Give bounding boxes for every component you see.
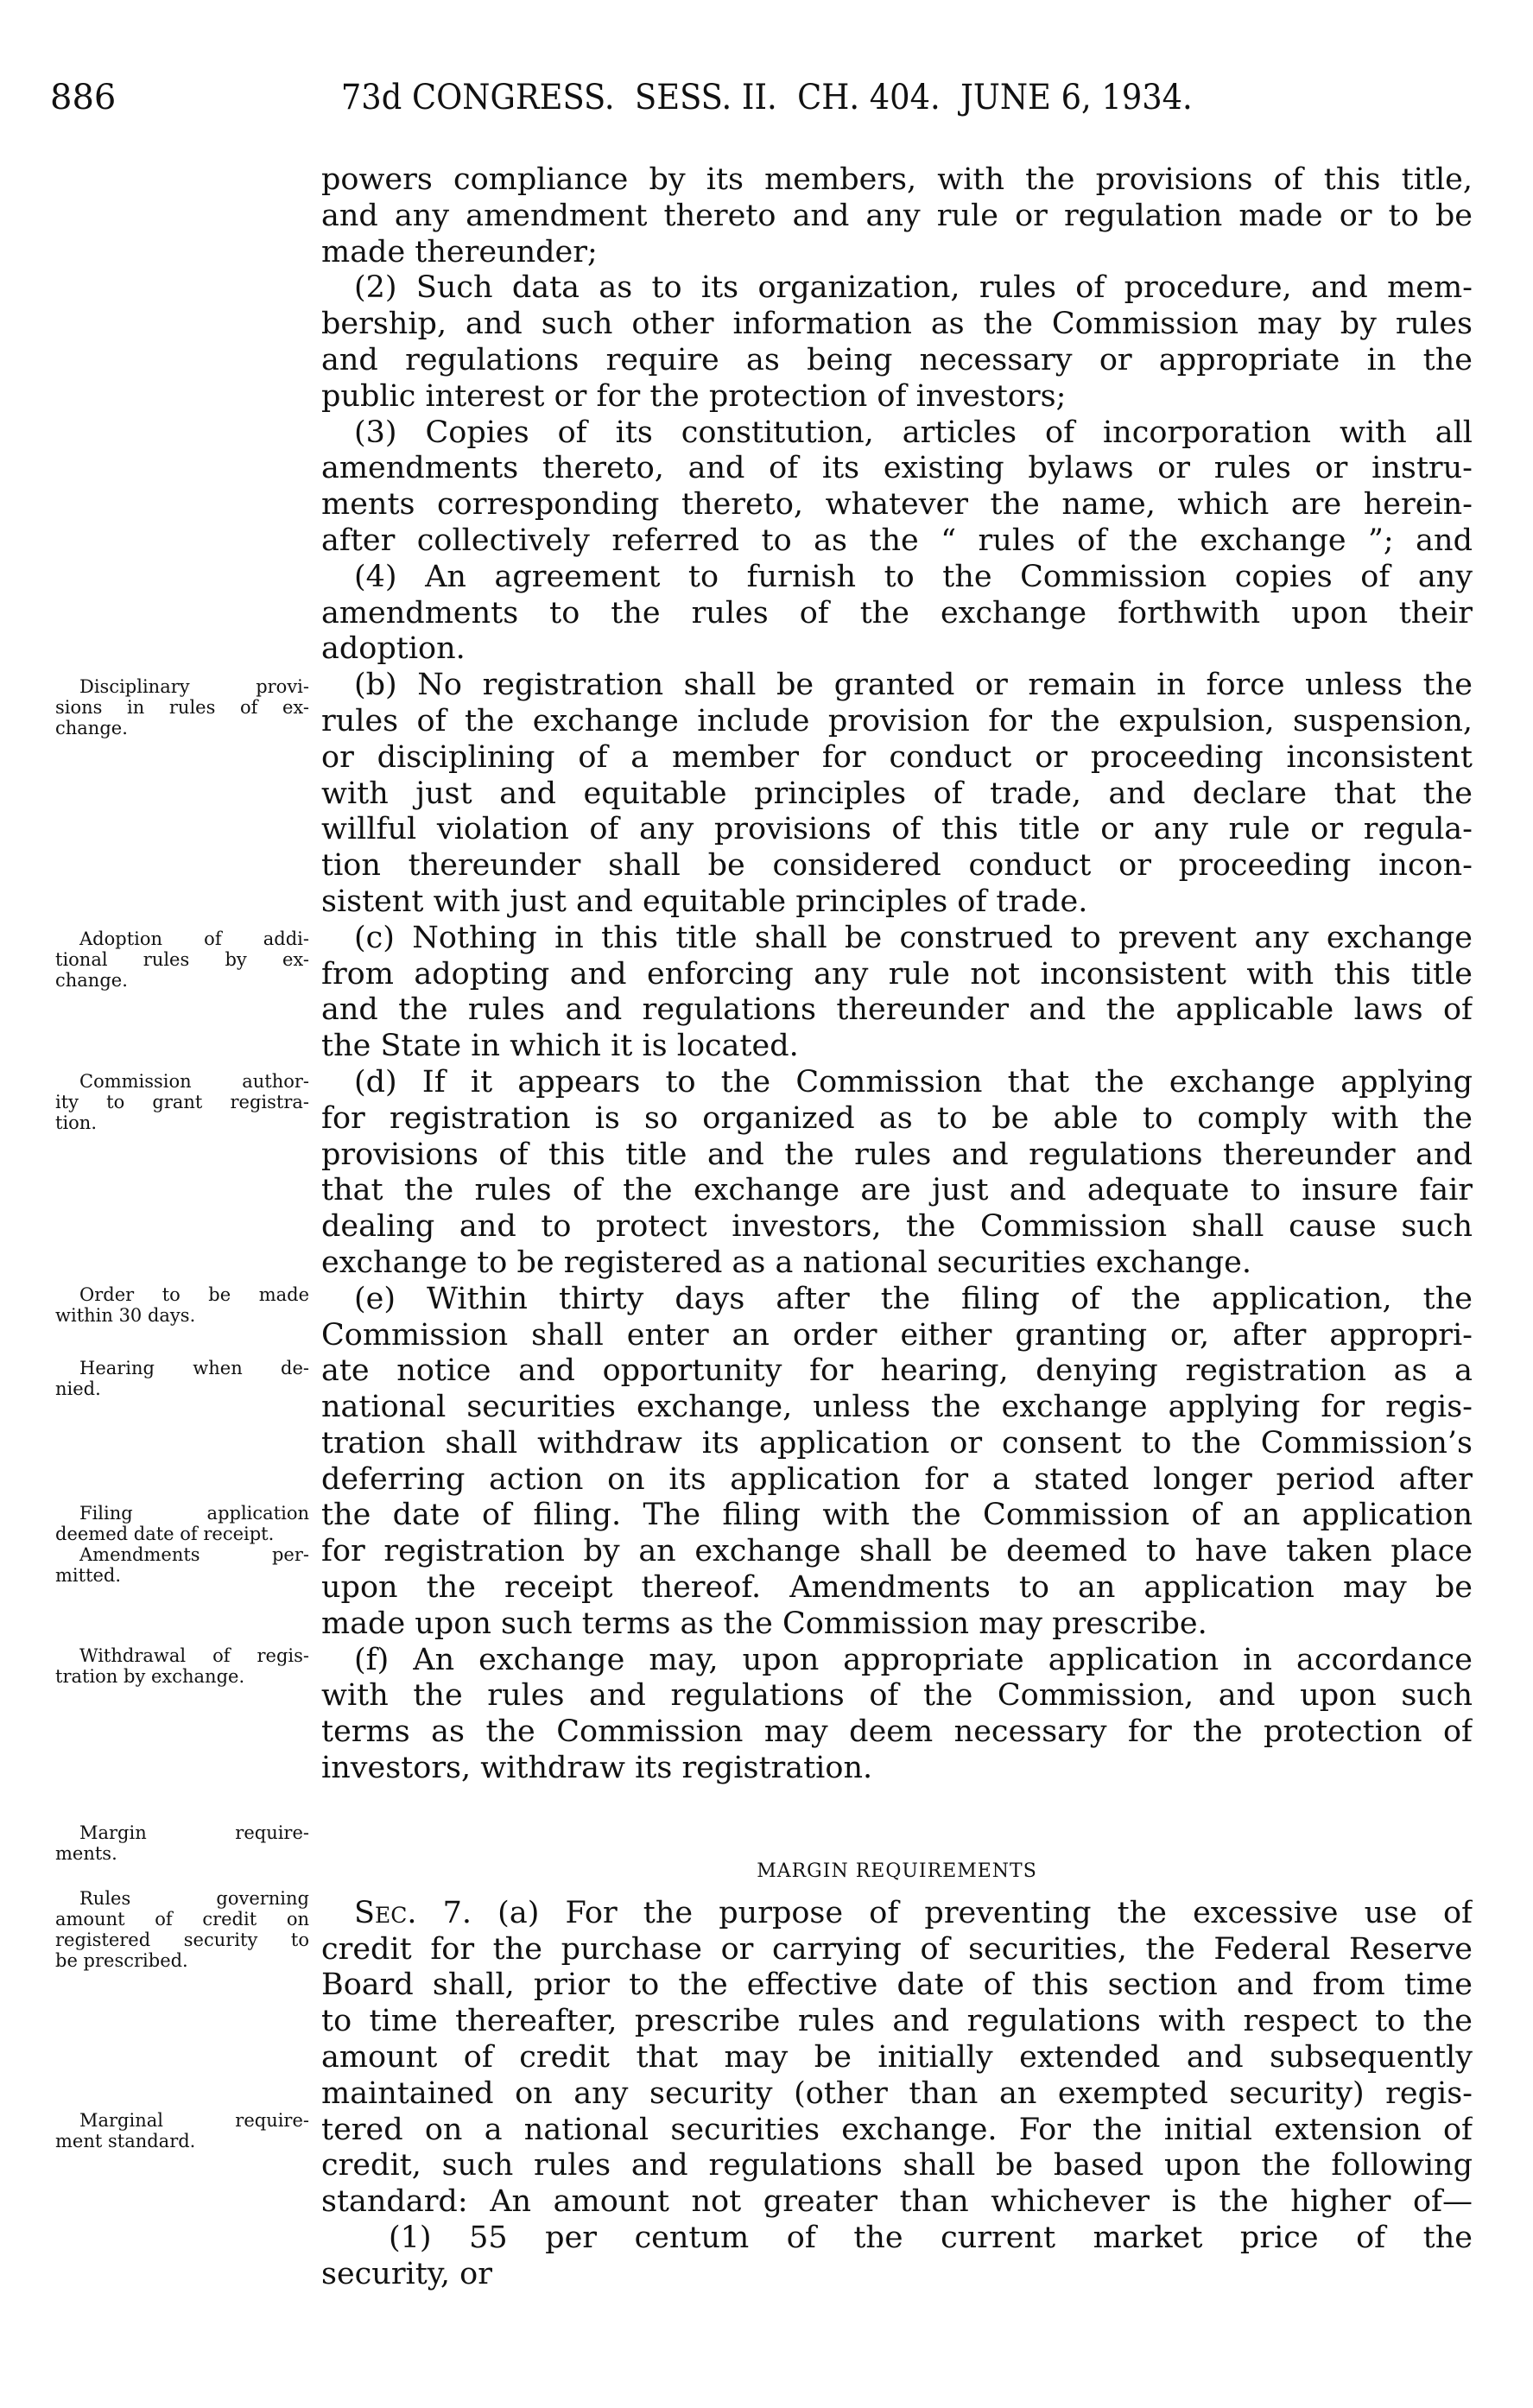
text-line: from adopting and enforcing any rule not inconsistent with this title <box>321 956 1473 992</box>
margin-note-line: tration by exchange. <box>55 1666 245 1687</box>
text-line <box>321 1896 1473 1932</box>
text-line: credit, such rules and regulations shall be based upon the following <box>321 2148 1473 2183</box>
margin-note-line: sions in rules of ex- <box>55 697 309 718</box>
text-line: public interest or for the protection of investors; <box>321 378 1067 414</box>
text-line: credit for the purchase or carrying of securities, the Federal Reserve <box>321 1931 1473 1967</box>
text-line: ments corresponding thereto, whatever the name, which are herein- <box>321 487 1473 523</box>
text-line: (4) An agreement to furnish to the Commission copies of any <box>354 559 1473 594</box>
section-heading: MARGIN REQUIREMENTS <box>757 1860 1037 1882</box>
margin-note-line: Amendments per- <box>79 1544 309 1565</box>
margin-note <box>55 676 309 738</box>
text-line: for registration by an exchange shall be deemed to have taken place <box>321 1534 1473 1569</box>
text-line: (3) Copies of its constitution, articles of incorporation with all <box>354 415 1473 450</box>
text-line: and any amendment thereto and any rule or regulation made or to be <box>321 198 1473 233</box>
text-line: with just and equitable principles of trade, and declare that the <box>321 776 1473 811</box>
text-line: willful violation of any provisions of this title or any rule or regula- <box>321 812 1473 847</box>
margin-note-line: Withdrawal of regis- <box>79 1645 309 1666</box>
margin-note <box>55 1544 309 1586</box>
statute-body <box>321 162 1473 2293</box>
margin-note-line: Order to be made <box>79 1284 309 1305</box>
margin-note-line: change. <box>55 718 128 738</box>
text-line: national securities exchange, unless the exchange applying for regis- <box>321 1390 1473 1425</box>
text-line: rules of the exchange include provision for the expulsion, suspension, <box>321 703 1473 738</box>
page-number: 886 <box>50 78 117 117</box>
margin-note-line: Commission author- <box>79 1071 309 1092</box>
margin-note-line: within 30 days. <box>55 1305 196 1326</box>
text-line: (2) Such data as to its organization, rules of procedure, and mem- <box>354 270 1473 306</box>
text-line: powers compliance by its members, with the provisions of this title, <box>321 162 1473 197</box>
running-title-text: 73d CONGRESS. SESS. II. CH. 404. JUNE 6, 1934. <box>340 78 1193 117</box>
text-line: ate notice and opportunity for hearing, denying registration as a <box>321 1353 1473 1389</box>
text-line: that the rules of the exchange are just and adequate to insure fair <box>321 1173 1473 1208</box>
text-line: amendments thereto, and of its existing bylaws or rules or instru- <box>321 451 1473 486</box>
margin-note-line: Marginal require- <box>79 2110 309 2131</box>
text-line: made upon such terms as the Commission may prescribe. <box>321 1606 1207 1641</box>
margin-note-line: Hearing when de- <box>79 1358 309 1378</box>
margin-note-line: ity to grant registra- <box>55 1092 309 1112</box>
text-line: (f) An exchange may, upon appropriate application in accordance <box>354 1642 1473 1677</box>
text-line: (b) No registration shall be granted or remain in force unless the <box>354 668 1473 703</box>
margin-note-line: mitted. <box>55 1565 122 1586</box>
margin-note <box>55 1888 309 1971</box>
margin-note-line: deemed date of receipt. <box>55 1524 275 1544</box>
text-line: adoption. <box>321 631 466 667</box>
heading-spacer <box>321 1787 1473 1847</box>
text-line: maintained on any security (other than an exempted security) regis- <box>321 2075 1473 2111</box>
text-line: for registration is so organized as to be able to comply with the <box>321 1100 1473 1136</box>
text-line: standard: An amount not greater than whichever is the higher of— <box>321 2184 1473 2220</box>
text-line: upon the receipt thereof. Amendments to an application may be <box>321 1570 1473 1606</box>
text-line: with the rules and regulations of the Commission, and upon such <box>321 1678 1473 1714</box>
text-line: (c) Nothing in this title shall be construed to prevent any exchange <box>354 920 1473 955</box>
margin-note <box>55 1822 309 1864</box>
margin-note-line: Filing application <box>79 1503 309 1524</box>
section-label: Sec. <box>354 1895 417 1930</box>
text-line: to time thereafter, prescribe rules and regulations with respect to the <box>321 2004 1473 2039</box>
text-line: amount of credit that may be initially extended and subsequently <box>321 2040 1473 2075</box>
margin-note-line: Margin require- <box>79 1822 309 1843</box>
text-line: investors, withdraw its registration. <box>321 1751 873 1786</box>
text-line: the date of filing. The filing with the Commission of an application <box>321 1498 1473 1533</box>
margin-note <box>55 1645 309 1687</box>
text-line: (e) Within thirty days after the filing of the application, the <box>354 1281 1473 1316</box>
margin-note-line: tion. <box>55 1112 97 1133</box>
margin-note <box>55 1358 309 1399</box>
text-line: bership, and such other information as the Commission may by rules <box>321 307 1473 342</box>
text-line: (1) 55 per centum of the current market price of the <box>389 2221 1473 2256</box>
margin-note-line: Disciplinary provi- <box>79 676 309 697</box>
margin-note-line: be prescribed. <box>55 1950 188 1971</box>
text-line: the State in which it is located. <box>321 1029 799 1064</box>
text-line: provisions of this title and the rules and regulations thereunder and <box>321 1137 1473 1172</box>
text-line: tered on a national securities exchange. For the initial extension of <box>321 2112 1473 2147</box>
text-line: or disciplining of a member for conduct or proceeding inconsistent <box>321 739 1473 775</box>
text-line: dealing and to protect investors, the Commission shall cause such <box>321 1209 1473 1245</box>
text-line: Board shall, prior to the effective date of this section and from time <box>321 1968 1473 2003</box>
margin-note-line: tional rules by ex- <box>55 949 309 970</box>
margin-note <box>55 1284 309 1326</box>
text-line: deferring action on its application for a stated longer period after <box>321 1461 1473 1497</box>
text-line: made thereunder; <box>321 234 598 269</box>
text-line: (d) If it appears to the Commission that the exchange applying <box>354 1064 1473 1099</box>
text-line: tration shall withdraw its application or consent to the Commission’s <box>321 1425 1473 1461</box>
margin-note-line: ment standard. <box>55 2131 196 2151</box>
text-line: exchange to be registered as a national securities exchange. <box>321 1245 1251 1280</box>
text-line: tion thereunder shall be considered conduct or proceeding incon- <box>321 848 1473 884</box>
text-line: amendments to the rules of the exchange forthwith upon their <box>321 595 1473 631</box>
text-line: Commission shall enter an order either granting or, after appropri- <box>321 1317 1473 1353</box>
margin-note-line: ments. <box>55 1843 117 1864</box>
margin-note <box>55 2110 309 2151</box>
margin-note <box>55 1503 309 1544</box>
text-line: security, or <box>321 2256 492 2291</box>
text-line: terms as the Commission may deem necessary for the protection of <box>321 1714 1473 1750</box>
section-text: 7. (a) For the purpose of preventing the excessive use of <box>442 1895 1473 1930</box>
section-7 <box>321 1896 1473 2293</box>
text-line: sistent with just and equitable principles of trade. <box>321 884 1088 919</box>
margin-note-line: Adoption of addi- <box>79 928 309 949</box>
margin-note-line: Rules governing <box>79 1888 309 1909</box>
section-6-continuation <box>321 162 1473 1787</box>
margin-note-line: amount of credit on <box>55 1909 309 1930</box>
text-line: and the rules and regulations thereunder and the applicable laws of <box>321 992 1473 1028</box>
margin-note <box>55 1071 309 1133</box>
margin-note-line: registered security to <box>55 1930 309 1950</box>
margin-note-line: change. <box>55 970 128 991</box>
margin-note-line: nied. <box>55 1378 101 1399</box>
text-line: and regulations require as being necessary or appropriate in the <box>321 342 1473 377</box>
margin-note <box>55 928 309 991</box>
text-line: after collectively referred to as the “ rules of the exchange ”; and <box>321 523 1473 558</box>
margin-notes <box>0 0 321 2408</box>
